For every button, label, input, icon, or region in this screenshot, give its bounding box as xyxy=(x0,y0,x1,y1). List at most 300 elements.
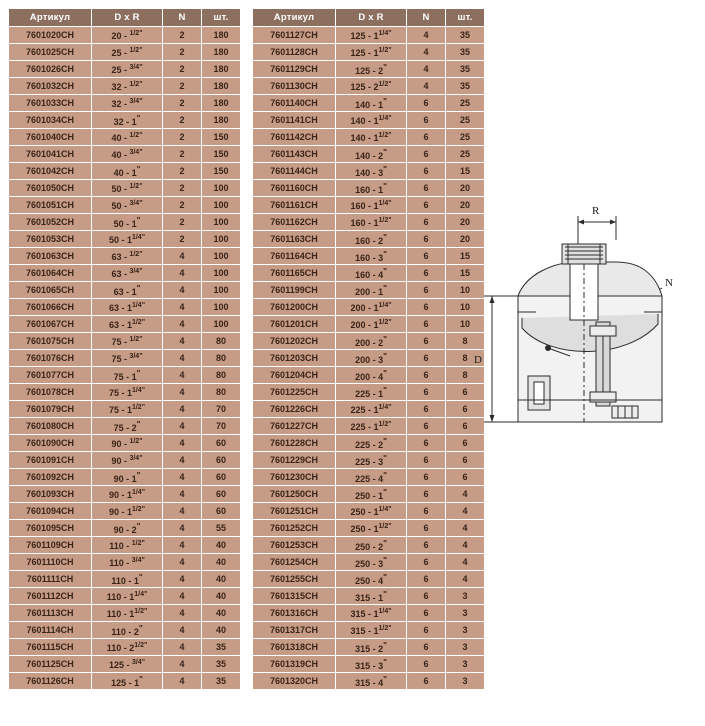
table-row xyxy=(253,452,484,468)
cell-qty: 70 xyxy=(202,401,240,417)
cell-article: 7601091CH xyxy=(9,452,91,468)
cell-article: 7601228CH xyxy=(253,435,335,451)
cell-n: 4 xyxy=(163,554,201,570)
cell-qty: 6 xyxy=(446,469,484,485)
table-row xyxy=(9,537,240,553)
cell-qty: 60 xyxy=(202,435,240,451)
cell-dxr: $200 - 1^{1/4"}$ xyxy=(336,299,406,315)
cell-qty: 35 xyxy=(446,78,484,94)
cell-qty: 4 xyxy=(446,537,484,553)
cell-dxr: 75 - $^{1/2"}$ xyxy=(92,333,162,349)
cell-dxr: $200 - 1^{1/2"}$ xyxy=(336,316,406,332)
cell-qty: 40 xyxy=(202,588,240,604)
cell-article: 7601110CH xyxy=(9,554,91,570)
cell-qty: 4 xyxy=(446,503,484,519)
cell-dxr: 250 - 4" xyxy=(336,571,406,587)
table-row xyxy=(9,503,240,519)
column-header-n: N xyxy=(163,9,201,26)
cell-article: 7601253CH xyxy=(253,537,335,553)
table-row xyxy=(253,367,484,383)
cell-n: 2 xyxy=(163,146,201,162)
cell-dxr: 25 - $^{1/2"}$ xyxy=(92,44,162,60)
table-row xyxy=(253,27,484,43)
cell-qty: 6 xyxy=(446,401,484,417)
cell-article: 7601130CH xyxy=(253,78,335,94)
table-row xyxy=(253,78,484,94)
cell-dxr: 125 - 2" xyxy=(336,61,406,77)
cell-n: 4 xyxy=(163,656,201,672)
cell-article: 7601128CH xyxy=(253,44,335,60)
cell-n: 4 xyxy=(163,333,201,349)
cell-n: 6 xyxy=(407,418,445,434)
cell-n: 6 xyxy=(407,112,445,128)
cell-article: 7601050CH xyxy=(9,180,91,196)
cell-dxr: 160 - 1" xyxy=(336,180,406,196)
cell-qty: 100 xyxy=(202,248,240,264)
cell-article: 7601162CH xyxy=(253,214,335,230)
cell-article: 7601250CH xyxy=(253,486,335,502)
table-row xyxy=(253,129,484,145)
table-row xyxy=(9,554,240,570)
cell-dxr: 75 - 2" xyxy=(92,418,162,434)
cell-n: 4 xyxy=(163,469,201,485)
cell-article: 7601020CH xyxy=(9,27,91,43)
cell-dxr: 25 - $^{3/4"}$ xyxy=(92,61,162,77)
cell-n: 6 xyxy=(407,452,445,468)
table-row xyxy=(9,656,240,672)
cell-dxr: $110 - 1^{1/4"}$ xyxy=(92,588,162,604)
cell-qty: 180 xyxy=(202,61,240,77)
table-row xyxy=(253,231,484,247)
cell-article: 7601199CH xyxy=(253,282,335,298)
table-row xyxy=(9,520,240,536)
table-row xyxy=(9,231,240,247)
cell-qty: 80 xyxy=(202,367,240,383)
table-row xyxy=(253,571,484,587)
cell-article: 7601109CH xyxy=(9,537,91,553)
cell-dxr: 315 - 2" xyxy=(336,639,406,655)
cell-dxr: 160 - 3" xyxy=(336,248,406,264)
cell-n: 4 xyxy=(163,571,201,587)
cell-n: 4 xyxy=(163,673,201,689)
cell-article: 7601164CH xyxy=(253,248,335,264)
cell-article: 7601095CH xyxy=(9,520,91,536)
cell-article: 7601094CH xyxy=(9,503,91,519)
table-row xyxy=(253,639,484,655)
column-header-dxr: D x R xyxy=(92,9,162,26)
cell-qty: 35 xyxy=(446,61,484,77)
cell-dxr: $160 - 1^{1/4"}$ xyxy=(336,197,406,213)
cell-n: 6 xyxy=(407,214,445,230)
cell-dxr: 50 - $^{3/4"}$ xyxy=(92,197,162,213)
cell-qty: 150 xyxy=(202,146,240,162)
cell-dxr: 125 - 1" xyxy=(92,673,162,689)
cell-dxr: $140 - 1^{1/4"}$ xyxy=(336,112,406,128)
cell-qty: 60 xyxy=(202,503,240,519)
cell-n: 4 xyxy=(163,486,201,502)
cell-n: 6 xyxy=(407,282,445,298)
cell-dxr: $225 - 1^{1/4"}$ xyxy=(336,401,406,417)
cell-dxr: 200 - 2" xyxy=(336,333,406,349)
cell-article: 7601141CH xyxy=(253,112,335,128)
cell-n: 6 xyxy=(407,350,445,366)
cell-article: 7601160CH xyxy=(253,180,335,196)
column-header-n: N xyxy=(407,9,445,26)
cell-dxr: $315 - 1^{1/4"}$ xyxy=(336,605,406,621)
cell-dxr: 140 - 1" xyxy=(336,95,406,111)
cell-article: 7601052CH xyxy=(9,214,91,230)
cell-qty: 3 xyxy=(446,639,484,655)
cell-qty: 25 xyxy=(446,95,484,111)
cell-dxr: 50 - $^{1/2"}$ xyxy=(92,180,162,196)
cell-n: 6 xyxy=(407,520,445,536)
cell-article: 7601127CH xyxy=(253,27,335,43)
cell-dxr: $125 - 2^{1/2"}$ xyxy=(336,78,406,94)
cell-qty: 150 xyxy=(202,163,240,179)
cell-n: 6 xyxy=(407,231,445,247)
cell-qty: 3 xyxy=(446,622,484,638)
cell-article: 7601026CH xyxy=(9,61,91,77)
cell-n: 2 xyxy=(163,214,201,230)
table-row xyxy=(253,112,484,128)
cell-article: 7601078CH xyxy=(9,384,91,400)
cell-qty: 180 xyxy=(202,95,240,111)
column-header-qty: шт. xyxy=(446,9,484,26)
cell-n: 6 xyxy=(407,146,445,162)
table-row xyxy=(253,61,484,77)
cell-qty: 20 xyxy=(446,231,484,247)
spec-table-right xyxy=(252,8,485,690)
cell-n: 4 xyxy=(407,78,445,94)
cell-qty: 10 xyxy=(446,316,484,332)
cell-article: 7601125CH xyxy=(9,656,91,672)
cell-dxr: $63 - 1^{1/4"}$ xyxy=(92,299,162,315)
table-row xyxy=(9,95,240,111)
cell-dxr: 225 - 4" xyxy=(336,469,406,485)
cell-article: 7601032CH xyxy=(9,78,91,94)
cell-article: 7601204CH xyxy=(253,367,335,383)
cell-n: 4 xyxy=(407,61,445,77)
cell-dxr: 20 - $^{1/2"}$ xyxy=(92,27,162,43)
cell-article: 7601227CH xyxy=(253,418,335,434)
cell-qty: 15 xyxy=(446,163,484,179)
cell-dxr: $125 - 1^{1/4"}$ xyxy=(336,27,406,43)
cell-qty: 10 xyxy=(446,299,484,315)
cell-qty: 60 xyxy=(202,469,240,485)
cell-dxr: 32 - 1" xyxy=(92,112,162,128)
cell-n: 4 xyxy=(163,265,201,281)
cell-n: 4 xyxy=(163,435,201,451)
cell-dxr: 75 - 1" xyxy=(92,367,162,383)
cell-n: 6 xyxy=(407,180,445,196)
table-row xyxy=(253,418,484,434)
cell-qty: 70 xyxy=(202,418,240,434)
cell-n: 2 xyxy=(163,95,201,111)
cell-article: 7601202CH xyxy=(253,333,335,349)
cell-n: 4 xyxy=(163,537,201,553)
table-row xyxy=(9,333,240,349)
table-row xyxy=(253,503,484,519)
table-row xyxy=(9,367,240,383)
cell-n: 6 xyxy=(407,571,445,587)
cell-article: 7601252CH xyxy=(253,520,335,536)
cell-dxr: 160 - 4" xyxy=(336,265,406,281)
cell-dxr: 110 - 1" xyxy=(92,571,162,587)
cell-n: 2 xyxy=(163,129,201,145)
table-row xyxy=(9,197,240,213)
table-row xyxy=(253,520,484,536)
cell-article: 7601254CH xyxy=(253,554,335,570)
cell-dxr: $110 - 2^{1/2"}$ xyxy=(92,639,162,655)
cell-article: 7601077CH xyxy=(9,367,91,383)
cell-n: 6 xyxy=(407,265,445,281)
table-row xyxy=(253,350,484,366)
cell-dxr: 250 - 2" xyxy=(336,537,406,553)
spec-tables xyxy=(8,8,485,690)
cell-n: 6 xyxy=(407,639,445,655)
cell-qty: 25 xyxy=(446,129,484,145)
cell-n: 4 xyxy=(163,588,201,604)
cell-qty: 40 xyxy=(202,622,240,638)
cell-dxr: $140 - 1^{1/2"}$ xyxy=(336,129,406,145)
cell-n: 4 xyxy=(163,418,201,434)
cell-qty: 100 xyxy=(202,282,240,298)
cell-dxr: $250 - 1^{1/2"}$ xyxy=(336,520,406,536)
spec-table-left xyxy=(8,8,241,690)
table-row xyxy=(9,469,240,485)
cell-article: 7601317CH xyxy=(253,622,335,638)
cell-n: 6 xyxy=(407,316,445,332)
cell-dxr: 32 - $^{1/2"}$ xyxy=(92,78,162,94)
cell-qty: 4 xyxy=(446,554,484,570)
table-row xyxy=(9,163,240,179)
table-row xyxy=(253,656,484,672)
cell-n: 2 xyxy=(163,112,201,128)
cell-article: 7601080CH xyxy=(9,418,91,434)
cell-dxr: 250 - 1" xyxy=(336,486,406,502)
cell-n: 2 xyxy=(163,78,201,94)
cell-n: 6 xyxy=(407,503,445,519)
cell-article: 7601092CH xyxy=(9,469,91,485)
cell-article: 7601112CH xyxy=(9,588,91,604)
table-row xyxy=(9,384,240,400)
cell-dxr: $63 - 1^{1/2"}$ xyxy=(92,316,162,332)
cell-article: 7601230CH xyxy=(253,469,335,485)
cell-n: 4 xyxy=(163,282,201,298)
cell-dxr: 50 - 1" xyxy=(92,214,162,230)
cell-qty: 180 xyxy=(202,27,240,43)
cell-n: 6 xyxy=(407,384,445,400)
cell-qty: 15 xyxy=(446,265,484,281)
cell-dxr: $90 - 1^{1/2"}$ xyxy=(92,503,162,519)
cell-n: 2 xyxy=(163,27,201,43)
cell-n: 2 xyxy=(163,180,201,196)
cell-article: 7601225CH xyxy=(253,384,335,400)
cell-qty: 15 xyxy=(446,248,484,264)
cell-n: 6 xyxy=(407,588,445,604)
cell-n: 4 xyxy=(407,44,445,60)
table-row xyxy=(253,605,484,621)
cell-qty: 8 xyxy=(446,367,484,383)
cell-article: 7601126CH xyxy=(9,673,91,689)
table-row xyxy=(253,282,484,298)
cell-dxr: 225 - 2" xyxy=(336,435,406,451)
table-row xyxy=(253,44,484,60)
cell-dxr: 90 - 1" xyxy=(92,469,162,485)
cell-article: 7601079CH xyxy=(9,401,91,417)
cell-qty: 6 xyxy=(446,452,484,468)
cell-dxr: 40 - $^{1/2"}$ xyxy=(92,129,162,145)
table-row xyxy=(253,248,484,264)
cell-dxr: $125 - 1^{1/2"}$ xyxy=(336,44,406,60)
cell-n: 6 xyxy=(407,656,445,672)
table-row xyxy=(253,435,484,451)
cell-qty: 80 xyxy=(202,333,240,349)
cell-article: 7601315CH xyxy=(253,588,335,604)
cell-n: 6 xyxy=(407,197,445,213)
cell-dxr: 63 - 1" xyxy=(92,282,162,298)
cell-n: 6 xyxy=(407,95,445,111)
cell-qty: 8 xyxy=(446,333,484,349)
cell-dxr: 110 - $^{3/4"}$ xyxy=(92,554,162,570)
cell-article: 7601041CH xyxy=(9,146,91,162)
table-row xyxy=(9,622,240,638)
cell-dxr: 200 - 3" xyxy=(336,350,406,366)
cell-qty: 80 xyxy=(202,384,240,400)
cell-article: 7601318CH xyxy=(253,639,335,655)
cell-qty: 6 xyxy=(446,435,484,451)
cell-n: 6 xyxy=(407,622,445,638)
cell-qty: 40 xyxy=(202,571,240,587)
cell-dxr: 315 - 4" xyxy=(336,673,406,689)
cell-n: 6 xyxy=(407,367,445,383)
cell-qty: 35 xyxy=(202,639,240,655)
cell-dxr: 90 - $^{3/4"}$ xyxy=(92,452,162,468)
cell-article: 7601053CH xyxy=(9,231,91,247)
table-header-row xyxy=(253,9,484,26)
table-row xyxy=(253,197,484,213)
table-row xyxy=(253,214,484,230)
cell-article: 7601251CH xyxy=(253,503,335,519)
cell-n: 6 xyxy=(407,333,445,349)
cell-qty: 35 xyxy=(446,27,484,43)
table-row xyxy=(253,469,484,485)
cell-dxr: 225 - 3" xyxy=(336,452,406,468)
cell-qty: 25 xyxy=(446,146,484,162)
table-row xyxy=(9,214,240,230)
table-row xyxy=(253,180,484,196)
cell-n: 4 xyxy=(163,622,201,638)
table-row xyxy=(253,265,484,281)
cell-article: 7601203CH xyxy=(253,350,335,366)
table-row xyxy=(9,350,240,366)
cell-qty: 100 xyxy=(202,180,240,196)
cell-dxr: 225 - 1" xyxy=(336,384,406,400)
table-row xyxy=(9,418,240,434)
table-row xyxy=(9,401,240,417)
product-technical-drawing xyxy=(466,200,698,480)
table-row xyxy=(9,61,240,77)
cell-qty: 100 xyxy=(202,231,240,247)
cell-qty: 3 xyxy=(446,656,484,672)
table-row xyxy=(9,44,240,60)
table-row xyxy=(253,486,484,502)
cell-article: 7601319CH xyxy=(253,656,335,672)
cell-article: 7601229CH xyxy=(253,452,335,468)
cell-n: 6 xyxy=(407,673,445,689)
cell-qty: 60 xyxy=(202,452,240,468)
table-row xyxy=(253,554,484,570)
cell-qty: 6 xyxy=(446,384,484,400)
table-row xyxy=(9,129,240,145)
table-row xyxy=(9,452,240,468)
cell-dxr: 90 - $^{1/2"}$ xyxy=(92,435,162,451)
dimension-label-d: D xyxy=(474,354,482,366)
table-row xyxy=(9,27,240,43)
cell-article: 7601042CH xyxy=(9,163,91,179)
cell-article: 7601201CH xyxy=(253,316,335,332)
table-row xyxy=(9,180,240,196)
cell-dxr: 315 - 1" xyxy=(336,588,406,604)
table-row xyxy=(253,384,484,400)
cell-dxr: $160 - 1^{1/2"}$ xyxy=(336,214,406,230)
cell-qty: 35 xyxy=(446,44,484,60)
cell-article: 7601033CH xyxy=(9,95,91,111)
cell-qty: 8 xyxy=(446,350,484,366)
cell-dxr: 63 - $^{3/4"}$ xyxy=(92,265,162,281)
cell-n: 6 xyxy=(407,469,445,485)
table-row xyxy=(9,78,240,94)
dimension-label-n: N xyxy=(665,277,673,289)
cell-n: 4 xyxy=(407,27,445,43)
cell-dxr: $315 - 1^{1/2"}$ xyxy=(336,622,406,638)
cell-n: 6 xyxy=(407,163,445,179)
cell-n: 4 xyxy=(163,316,201,332)
cell-n: 4 xyxy=(163,384,201,400)
cell-qty: 150 xyxy=(202,129,240,145)
cell-qty: 100 xyxy=(202,316,240,332)
table-row xyxy=(9,639,240,655)
cell-article: 7601067CH xyxy=(9,316,91,332)
cell-dxr: 200 - 4" xyxy=(336,367,406,383)
column-header-article: Артикул xyxy=(9,9,91,26)
cell-n: 4 xyxy=(163,503,201,519)
cell-n: 4 xyxy=(163,248,201,264)
cell-n: 4 xyxy=(163,299,201,315)
table-header-row xyxy=(9,9,240,26)
cell-n: 6 xyxy=(407,537,445,553)
cell-article: 7601065CH xyxy=(9,282,91,298)
cell-n: 4 xyxy=(163,367,201,383)
cell-article: 7601076CH xyxy=(9,350,91,366)
cell-dxr: $225 - 1^{1/2"}$ xyxy=(336,418,406,434)
cell-n: 2 xyxy=(163,44,201,60)
cell-n: 4 xyxy=(163,605,201,621)
table-row xyxy=(9,265,240,281)
cell-dxr: 110 - $^{1/2"}$ xyxy=(92,537,162,553)
table-row xyxy=(253,146,484,162)
table-row xyxy=(9,112,240,128)
cell-qty: 55 xyxy=(202,520,240,536)
cell-qty: 60 xyxy=(202,486,240,502)
table-row xyxy=(9,299,240,315)
cell-qty: 20 xyxy=(446,180,484,196)
column-header-article: Артикул xyxy=(253,9,335,26)
cell-qty: 4 xyxy=(446,571,484,587)
cell-qty: 35 xyxy=(202,656,240,672)
table-row xyxy=(9,146,240,162)
cell-qty: 25 xyxy=(446,112,484,128)
